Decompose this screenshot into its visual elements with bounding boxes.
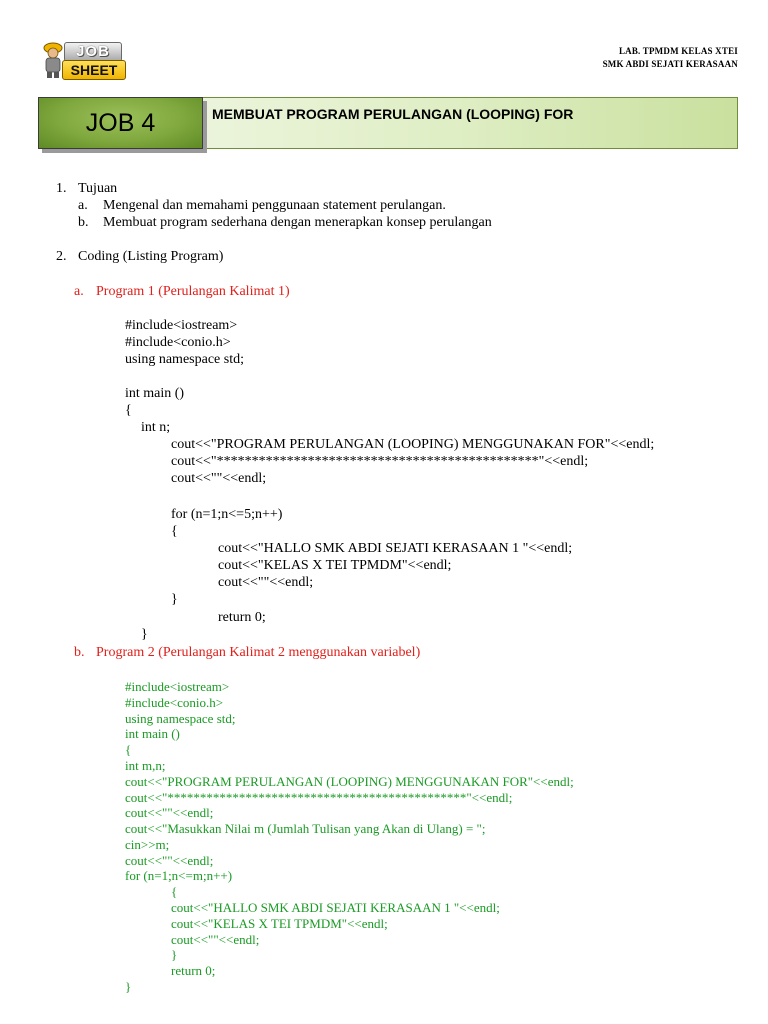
section1-number: 1. — [56, 181, 67, 196]
p2-code-line: { — [125, 742, 132, 757]
program2-letter: b. — [74, 645, 85, 660]
section1-item-a: Mengenal dan memahami penggunaan statement perulangan. — [103, 198, 446, 213]
p2-code-line: cout<<""<<endl; — [125, 853, 214, 868]
p1-code-line: cout<<"KELAS X TEI TPMDM"<<endl; — [218, 558, 452, 573]
p2-code-line: } — [125, 979, 132, 994]
p1-code-line: cout<<"**********************************************"<<endl; — [171, 454, 589, 469]
p1-code-line: } — [171, 592, 178, 607]
p2-code-line: cout<<""<<endl; — [125, 805, 214, 820]
p1-code-line: using namespace std; — [125, 352, 244, 367]
p1-code-line: #include<conio.h> — [125, 335, 231, 350]
header-school-line: SMK ABDI SEJATI KERASAAN — [602, 59, 738, 69]
p2-code-line: cout<<"**********************************************"<<endl; — [125, 790, 513, 805]
p1-code-line: cout<<"PROGRAM PERULANGAN (LOOPING) MENGGUNAKAN FOR"<<endl; — [171, 437, 655, 452]
header-lab-line: LAB. TPMDM KELAS XTEI — [618, 46, 738, 56]
p1-code-line: { — [125, 403, 132, 418]
job-number-box: JOB 4 — [38, 97, 203, 149]
p2-code-line: cout<<""<<endl; — [171, 932, 260, 947]
p2-code-line: using namespace std; — [125, 711, 236, 726]
p2-code-line: cin>>m; — [125, 837, 170, 852]
p2-code-line: return 0; — [171, 963, 216, 978]
p2-code-line: int main () — [125, 726, 180, 741]
p2-code-line: { — [171, 884, 178, 899]
p1-code-line: #include<iostream> — [125, 318, 238, 333]
p2-code-line: #include<conio.h> — [125, 695, 224, 710]
p2-code-line: #include<iostream> — [125, 679, 230, 694]
p2-code-line: } — [171, 947, 178, 962]
program1-letter: a. — [74, 284, 84, 299]
header-lab-info — [603, 45, 738, 71]
p2-code-line: cout<<"HALLO SMK ABDI SEJATI KERASAAN 1 "<<endl; — [171, 900, 500, 915]
section1-item-b: Membuat program sederhana dengan menerapkan konsep perulangan — [103, 215, 492, 230]
p1-code-line: int n; — [141, 420, 171, 435]
p1-code-line: } — [141, 627, 148, 642]
section2-heading: Coding (Listing Program) — [78, 249, 224, 264]
p1-code-line: return 0; — [218, 610, 266, 625]
p1-code-line: for (n=1;n<=5;n++) — [171, 507, 283, 522]
p2-code-line: int m,n; — [125, 758, 166, 773]
p1-code-line: cout<<""<<endl; — [218, 575, 314, 590]
p1-code-line: cout<<"HALLO SMK ABDI SEJATI KERASAAN 1 "<<endl; — [218, 541, 573, 556]
p2-code-line: cout<<"PROGRAM PERULANGAN (LOOPING) MENGGUNAKAN FOR"<<endl; — [125, 774, 574, 789]
p1-code-line: cout<<""<<endl; — [171, 471, 267, 486]
program1-title: Program 1 (Perulangan Kalimat 1) — [96, 284, 290, 299]
logo-job-text: JOB — [64, 42, 122, 62]
p1-code-line: { — [171, 524, 178, 539]
section2-number: 2. — [56, 249, 67, 264]
p2-code-line: cout<<"KELAS X TEI TPMDM"<<endl; — [171, 916, 388, 931]
section1-heading: Tujuan — [78, 181, 118, 196]
p2-code-line: for (n=1;n<=m;n++) — [125, 868, 233, 883]
logo-sheet-text: SHEET — [62, 60, 126, 80]
p2-code-line: cout<<"Masukkan Nilai m (Jumlah Tulisan yang Akan di Ulang) = "; — [125, 821, 486, 836]
program2-title: Program 2 (Perulangan Kalimat 2 menggunakan variabel) — [96, 645, 421, 660]
section1-item-a-letter: a. — [78, 198, 88, 213]
job-sheet-logo — [34, 40, 126, 80]
banner-title: MEMBUAT PROGRAM PERULANGAN (LOOPING) FOR — [212, 106, 574, 122]
section1-item-b-letter: b. — [78, 215, 89, 230]
p1-code-line: int main () — [125, 386, 185, 401]
